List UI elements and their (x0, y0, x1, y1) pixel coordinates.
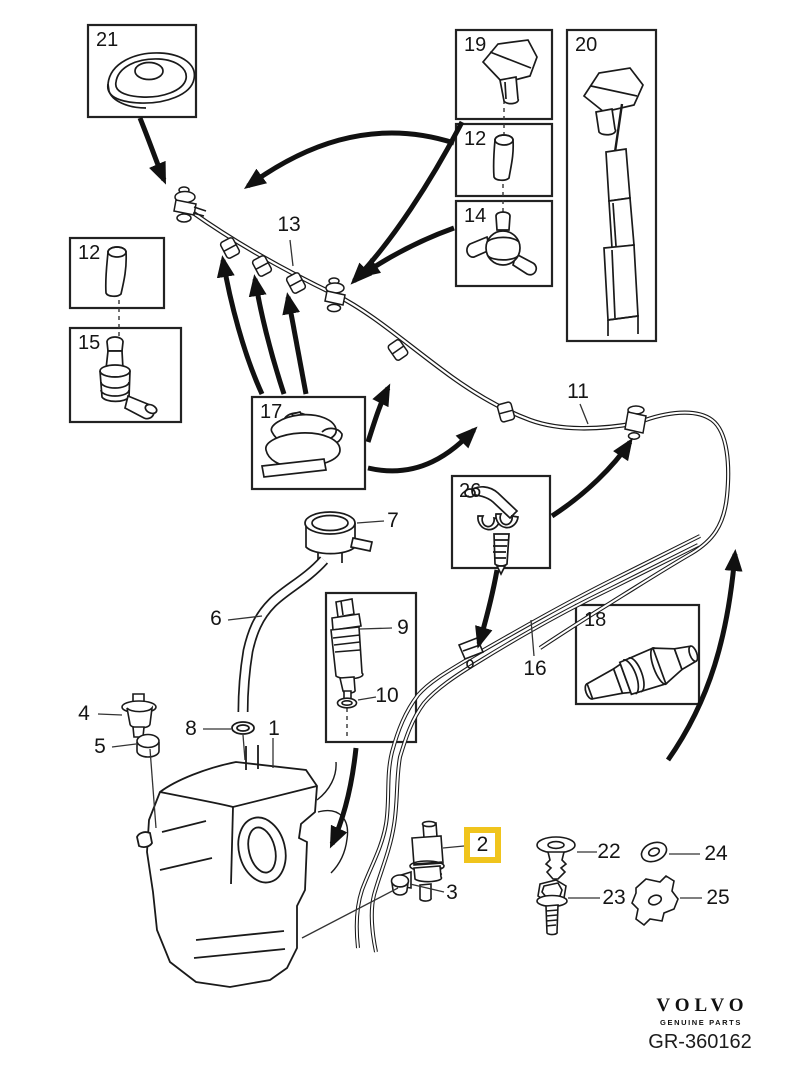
brand-block (630, 995, 770, 1027)
part-label-15[interactable]: 15 (78, 332, 101, 354)
part-label-22[interactable]: 22 (597, 840, 621, 863)
grommet-21-drawing (108, 53, 195, 108)
genuine-parts-tagline: GENUINE PARTS (660, 1018, 742, 1027)
sensor-4-drawing (122, 694, 156, 737)
part-label-19[interactable]: 19 (464, 34, 487, 56)
seal-10-drawing (338, 698, 357, 708)
part-label-21[interactable]: 21 (96, 29, 119, 51)
part-label-13[interactable]: 13 (277, 213, 301, 236)
nozzle-tee-2 (325, 278, 345, 312)
part-label-5[interactable]: 5 (94, 735, 106, 758)
washer-24-drawing (639, 839, 670, 865)
part-label-10[interactable]: 10 (375, 684, 399, 707)
grommet-3-drawing (392, 875, 409, 895)
drawing-code: GR-360162 (648, 1031, 752, 1053)
bracket-25-drawing (632, 876, 678, 925)
clip-22-drawing (537, 837, 575, 879)
nozzle-20-drawing (584, 68, 643, 336)
pump-9-drawing (331, 599, 363, 702)
callout-arrows (140, 118, 735, 844)
elbow-valve-15-drawing (100, 337, 158, 419)
nozzle-tee-3 (625, 406, 646, 439)
part-label-26[interactable]: 26 (459, 480, 482, 502)
part-label-12-left[interactable]: 12 (78, 242, 101, 264)
bolt-23-drawing (537, 880, 567, 935)
part-label-16[interactable]: 16 (523, 657, 547, 680)
grommet-5-drawing (137, 735, 159, 758)
part-label-23[interactable]: 23 (602, 886, 626, 909)
part-label-25[interactable]: 25 (706, 886, 730, 909)
inline-valve-18-drawing (580, 635, 703, 711)
filler-neck-6 (243, 560, 324, 712)
filler-cap-7-drawing (305, 512, 372, 563)
part-label-14[interactable]: 14 (464, 205, 487, 227)
hose-12-left-drawing (106, 247, 126, 296)
part-label-17[interactable]: 17 (260, 401, 283, 423)
o-ring-8-drawing (232, 722, 254, 734)
hose-12-top-drawing (494, 135, 514, 180)
highlighted-part-label-2[interactable]: 2 (464, 827, 501, 863)
reservoir-tank-1-drawing (137, 745, 348, 987)
part-label-3[interactable]: 3 (446, 881, 458, 904)
part-label-20[interactable]: 20 (575, 34, 598, 56)
part-label-24[interactable]: 24 (704, 842, 728, 865)
part-label-8[interactable]: 8 (185, 717, 197, 740)
washer-nozzle-19-drawing (483, 40, 537, 104)
part-label-18[interactable]: 18 (584, 609, 607, 631)
part-label-11[interactable]: 11 (567, 380, 589, 403)
part-label-9[interactable]: 9 (397, 616, 409, 639)
part-label-7[interactable]: 7 (387, 509, 399, 532)
part-label-1[interactable]: 1 (268, 717, 280, 740)
part-label-4[interactable]: 4 (78, 702, 90, 725)
part-label-6[interactable]: 6 (210, 607, 222, 630)
part-label-12-top[interactable]: 12 (464, 128, 487, 150)
volvo-logo: VOLVO (656, 995, 749, 1016)
